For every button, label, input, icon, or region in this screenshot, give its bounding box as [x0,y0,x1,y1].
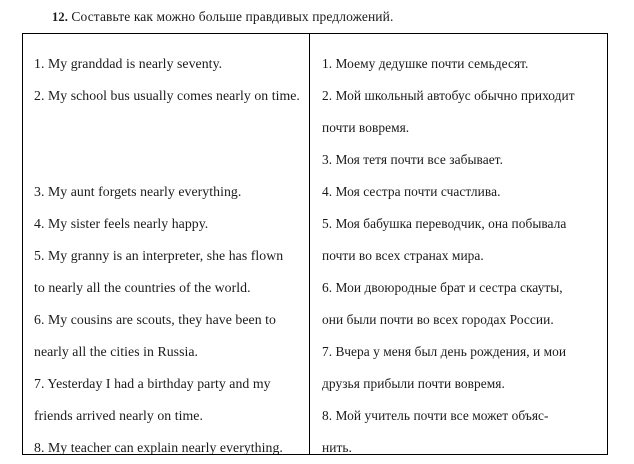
english-sentence-list [34,48,299,454]
list-item: 6. Мои двоюродные брат и сестра скауты, [322,280,563,295]
exercise-title: Составьте как можно больше правдивых предложений. [71,9,394,24]
list-item: 6. My cousins are scouts, they have been to [34,312,277,327]
list-item: friends arrived nearly on time. [34,408,203,423]
list-item: 2. Мой школьный автобус обычно приходит [322,88,575,103]
list-item: 1. My granddad is nearly seventy. [34,56,223,71]
list-item: 4. My sister feels nearly happy. [34,216,209,231]
blank-line [34,144,299,176]
list-item: 5. My granny is an interpreter, she has flown [34,248,284,263]
blank-line [34,112,299,144]
list-item: они были почти во всех городах России. [322,312,554,327]
list-item: 3. Моя тетя почти все забывает. [322,152,503,167]
list-item: почти во всех странах мира. [322,248,484,263]
list-item: 4. Моя сестра почти счастлива. [322,184,501,199]
list-item: to nearly all the countries of the world. [34,280,251,295]
exercise-heading [52,8,612,26]
table-column-russian [310,34,607,454]
table-column-english [23,34,310,454]
list-item: nearly all the cities in Russia. [34,344,199,359]
list-item: 8. My teacher can explain nearly everything. [34,440,283,454]
list-item: 7. Вчера у меня был день рождения, и мои [322,344,567,359]
list-item: 8. Мой учитель почти все может объяс- [322,408,549,423]
list-item: 5. Моя бабушка переводчик, она побывала [322,216,567,231]
list-item: почти вовремя. [322,120,410,135]
list-item: 1. Моему дедушке почти семьдесят. [322,56,529,71]
list-item: 3. My aunt forgets nearly everything. [34,184,242,199]
list-item: нить. [322,440,352,454]
list-item: 7. Yesterday I had a birthday party and my [34,376,271,391]
russian-sentence-list [322,48,595,454]
list-item: друзья прибыли почти вовремя. [322,376,505,391]
list-item: 2. My school bus usually comes nearly on time. [34,88,300,103]
exercise-number: 12. [52,10,68,24]
answers-table [22,33,608,455]
